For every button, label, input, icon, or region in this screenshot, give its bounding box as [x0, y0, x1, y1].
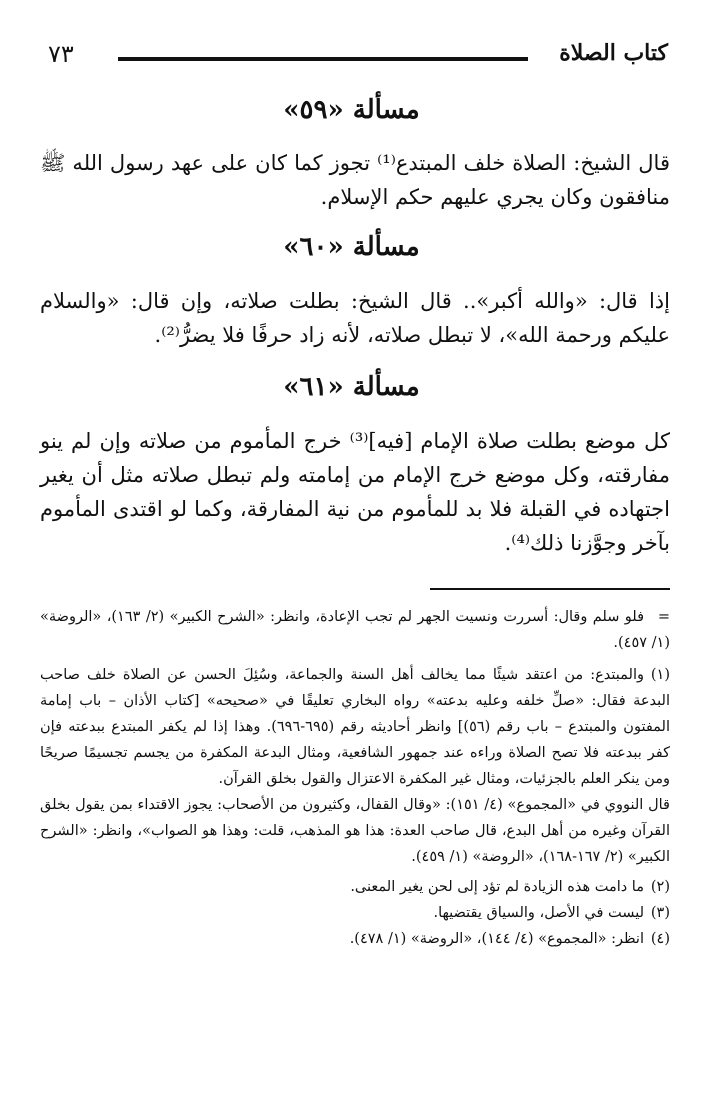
footnote-3 [40, 900, 670, 926]
continuation-marker: = [657, 609, 670, 625]
footnote-1-quote-text: قال النووي في «المجموع» (٤/ ١٥١): «وقال القفال، وكثيرون من الأصحاب: يجوز الاقتداء بمن يقول بخلق القرآن وغيره من أهل البدع، قال صاحب العدة: هذا هو المذهب، قلت: وهذا هو الصواب»، وانظر: «الشرح الكبير» (٢/ ١٦٧-١٦٨)، «الروضة» (١/ ٤٥٩). [40, 797, 670, 865]
section-text-60: إذا قال: «والله أكبر».. قال الشيخ: بطلت صلاته، وإن قال: «والسلام عليكم ورحمة الله»، لا تبطل صلاته، لأنه زاد حرفًا فلا يضرُّ⁽²⁾. [40, 289, 670, 347]
footnote-1-text: والمبتدع: من اعتقد شيئًا مما يخالف أهل السنة والجماعة، وسُئِلَ الحسن عن الصلاة خلف صاحب البدعة فقال: «صلِّ خلفه وعليه بدعته» رواه البخاري تعليقًا في «صحيحه» [كتاب الأذان – باب إمامة المفتون والمبتدع – باب رقم (٥٦)] وانظر أحاديثه رقم (٦٩٥-٦٩٦). وهذا إذا لم يكفر المبتدع ببدعته فإن كفر ببدعته فلا تصح الصلاة وراءه عند جمهور الشافعية، ومثال البدعة المكفرة من يجسم تجسيمًا صريحًا ومن ينكر العلم بالجزئيات، ومثال غير المكفرة الاعتزال والقول بخلق القرآن. [40, 667, 670, 787]
footnote-4-text: انظر: «المجموع» (٤/ ١٤٤)، «الروضة» (١/ ٤٧٨). [349, 931, 644, 947]
footnote-continuation-text: فلو سلم وقال: أسررت ونسيت الجهر لم تجب الإعادة، وانظر: «الشرح الكبير» (٢/ ١٦٣)، «الروضة» (١/ ٤٥٧). [40, 609, 670, 651]
footnote-separator [430, 588, 670, 590]
footnote-1-quote [40, 792, 670, 870]
footnote-number: (١) [650, 667, 670, 683]
footnotes [40, 604, 670, 952]
section-heading-61: مسألة «٦١» [283, 372, 420, 402]
footnote-1 [40, 662, 670, 792]
running-header [48, 40, 668, 70]
section-text-59: قال الشيخ: الصلاة خلف المبتدع⁽¹⁾ تجوز كما كان على عهد رسول الله ﷺ منافقون وكان يجري عليهم حكم الإسلام. [40, 151, 670, 209]
section-heading-60: مسألة «٦٠» [283, 232, 420, 262]
footnote-2-text: ما دامت هذه الزيادة لم تؤد إلى لحن يغير المعنى. [350, 879, 644, 895]
footnote-2 [40, 874, 670, 900]
footnote-3-text: ليست في الأصل، والسياق يقتضيها. [433, 905, 644, 921]
header-rule [118, 57, 528, 61]
footnote-number: (٤) [650, 931, 670, 947]
footnote-continuation [40, 604, 670, 656]
chapter-title: كتاب الصلاة [559, 40, 668, 66]
footnote-number: (٢) [650, 879, 670, 895]
section-heading-59: مسألة «٥٩» [283, 95, 420, 125]
footnote-4 [40, 926, 670, 952]
footnote-number: (٣) [650, 905, 670, 921]
section-text-61: كل موضع بطلت صلاة الإمام [فيه]⁽³⁾ خرج المأموم من صلاته وإن لم ينو مفارقته، وكل موضع خرج الإمام من إمامته ولم تبطل صلاته مثل أن يغير اجتهاده في القبلة فلا بد للمأموم من نية المفارقة، وكما لو اقتدى المأموم بآخر وجوَّزنا ذلك⁽⁴⁾. [40, 429, 670, 555]
page-number: ٧٣ [48, 40, 74, 68]
